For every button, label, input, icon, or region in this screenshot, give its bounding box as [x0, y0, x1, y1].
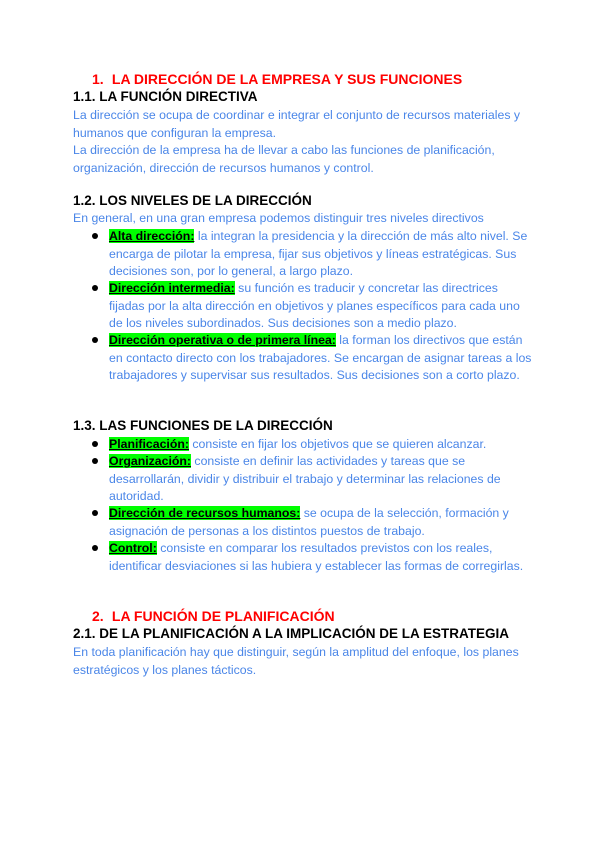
bullet-icon — [92, 458, 98, 464]
list-item — [109, 453, 534, 506]
bullet-icon — [92, 337, 98, 343]
section-title: LA DIRECCIÓN DE LA EMPRESA Y SUS FUNCIONES — [111, 71, 463, 87]
bullet-icon — [92, 233, 98, 239]
highlighted-term: Organización: — [109, 454, 191, 468]
highlighted-term: Control: — [109, 541, 157, 555]
bullet-icon — [92, 285, 98, 291]
section-2-heading — [92, 608, 335, 624]
list-item-text: consiste en definir las actividades y tareas que se desarrollarán, dividir y distribuir el trabajo y determinar las relaciones de autoridad. — [109, 454, 501, 503]
highlighted-term: Alta dirección: — [109, 229, 195, 243]
list-item-text: consiste en fijar los objetivos que se quieren alcanzar. — [188, 437, 487, 451]
section-1-heading — [92, 71, 462, 87]
section-title: LA FUNCIÓN DE PLANIFICACIÓN — [111, 608, 335, 624]
list-item — [109, 332, 534, 385]
list-item-text: la forman los directivos que están en contacto directo con los trabajadores. Se encargan de asignar tareas a los trabajadores y supervisar sus resultados. Sus decisiones son a corto plazo. — [109, 333, 532, 382]
list-item — [109, 540, 534, 575]
list-item — [109, 228, 534, 281]
paragraph: La dirección de la empresa ha de llevar a cabo las funciones de planificación, organización, dirección de recursos humanos y control. — [73, 143, 495, 175]
subsection-2-1-heading: 2.1. DE LA PLANIFICACIÓN A LA IMPLICACIÓN DE LA ESTRATEGIA — [73, 626, 510, 641]
paragraph: La dirección se ocupa de coordinar e integrar el conjunto de recursos materiales y humanos que configuran la empresa. — [73, 108, 521, 140]
subsection-1-3-heading: 1.3. LAS FUNCIONES DE LA DIRECCIÓN — [73, 418, 333, 433]
list-item-text: consiste en comparar los resultados previstos con los reales, identificar desviaciones si las hubiera y establecer las formas de corregirlas. — [109, 541, 524, 573]
bullet-icon — [92, 510, 98, 516]
highlighted-term: Dirección de recursos humanos: — [109, 506, 301, 520]
list-item — [109, 505, 534, 540]
bullet-icon — [92, 545, 98, 551]
subsection-1-1-heading: 1.1. LA FUNCIÓN DIRECTIVA — [73, 89, 258, 104]
list-item — [109, 280, 534, 333]
paragraph: En general, en una gran empresa podemos distinguir tres niveles directivos — [73, 211, 484, 225]
paragraph: En toda planificación hay que distinguir, según la amplitud del enfoque, los planes estratégicos y los planes tácticos. — [73, 645, 519, 677]
subsection-1-2-heading: 1.2. LOS NIVELES DE LA DIRECCIÓN — [73, 193, 312, 208]
section-number: 2. — [92, 608, 104, 624]
list-item-text: la integran la presidencia y la dirección de más alto nivel. Se encarga de pilotar la empresa, fijar sus objetivos y líneas estratégicas. Sus decisiones son, por lo general, a largo plazo. — [109, 229, 528, 278]
highlighted-term: Dirección operativa o de primera línea: — [109, 333, 336, 347]
list-item — [109, 436, 534, 454]
bullet-icon — [92, 441, 98, 447]
list-item-text: se ocupa de la selección, formación y asignación de personas a los distintos puestos de trabajo. — [109, 506, 509, 538]
highlighted-term: Planificación: — [109, 437, 189, 451]
section-number: 1. — [92, 71, 104, 87]
highlighted-term: Dirección intermedia: — [109, 281, 235, 295]
list-item-text: su función es traducir y concretar las directrices fijadas por la alta dirección en objetivos y planes específicos para cada uno de los niveles subordinados. Sus decisiones son a medio plazo. — [109, 281, 520, 330]
